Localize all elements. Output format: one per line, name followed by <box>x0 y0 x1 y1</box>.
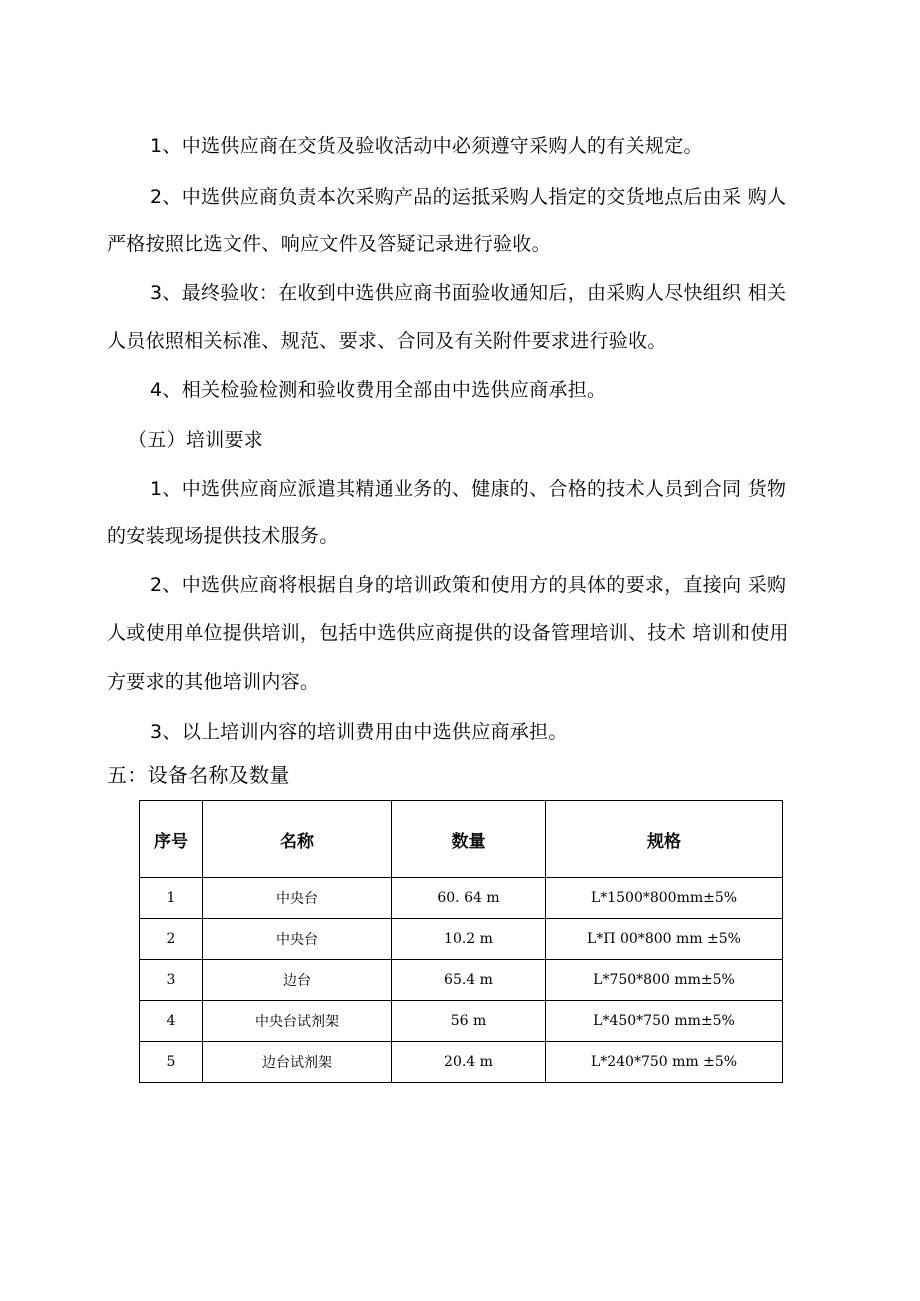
cell-index: 4 <box>140 1001 203 1042</box>
table-row <box>140 919 783 960</box>
table-row <box>140 1001 783 1042</box>
paragraph-2-line-2: 严格按照比选文件、响应文件及答疑记录进行验收。 <box>107 233 551 255</box>
equipment-heading: 五：设备名称及数量 <box>107 763 290 787</box>
cell-quantity: 60. 64 m <box>392 878 546 919</box>
cell-name: 中央台 <box>203 878 392 919</box>
cell-name: 边台 <box>203 960 392 1001</box>
header-index: 序号 <box>140 801 203 878</box>
cell-index: 2 <box>140 919 203 960</box>
cell-quantity: 56 m <box>392 1001 546 1042</box>
paragraph-4-line-1: 4、相关检验检测和验收费用全部由中选供应商承担。 <box>150 379 607 401</box>
training-heading: （五）培训要求 <box>128 429 264 451</box>
table-row <box>140 878 783 919</box>
cell-spec: L*1500*800mm±5% <box>546 878 783 919</box>
training-paragraph-1-line-2: 的安装现场提供技术服务。 <box>107 525 339 547</box>
cell-index: 3 <box>140 960 203 1001</box>
cell-quantity: 10.2 m <box>392 919 546 960</box>
training-paragraph-1-line-1: 1、中选供应商应派遣其精通业务的、健康的、合格的技术人员到合同 货物 <box>150 478 787 500</box>
paragraph-2-line-1: 2、中选供应商负责本次采购产品的运抵采购人指定的交货地点后由采 购人 <box>150 186 787 208</box>
paragraph-3-line-2: 人员依照相关标准、规范、要求、合同及有关附件要求进行验收。 <box>107 330 667 352</box>
cell-name: 中央台试剂架 <box>203 1001 392 1042</box>
cell-spec: L*240*750 mm ±5% <box>546 1042 783 1083</box>
cell-name: 边台试剂架 <box>203 1042 392 1083</box>
header-spec: 规格 <box>546 801 783 878</box>
cell-index: 5 <box>140 1042 203 1083</box>
training-paragraph-2-line-1: 2、中选供应商将根据自身的培训政策和使用方的具体的要求，直接向 采购 <box>150 574 787 596</box>
table-header-row <box>140 801 783 878</box>
paragraph-3-line-1: 3、最终验收：在收到中选供应商书面验收通知后，由采购人尽快组织 相关 <box>150 282 787 304</box>
header-name: 名称 <box>203 801 392 878</box>
training-paragraph-2-line-2: 人或使用单位提供培训，包括中选供应商提供的设备管理培训、技术 培训和使用 <box>107 622 789 644</box>
training-paragraph-2-line-3: 方要求的其他培训内容。 <box>107 671 320 693</box>
cell-spec: L*750*800 mm±5% <box>546 960 783 1001</box>
paragraph-1-line-1: 1、中选供应商在交货及验收活动中必须遵守采购人的有关规定。 <box>150 135 703 157</box>
cell-spec: L*Π 00*800 mm ±5% <box>546 919 783 960</box>
cell-name: 中央台 <box>203 919 392 960</box>
equipment-table <box>139 800 783 1083</box>
cell-index: 1 <box>140 878 203 919</box>
table-row <box>140 960 783 1001</box>
cell-quantity: 20.4 m <box>392 1042 546 1083</box>
cell-spec: L*450*750 mm±5% <box>546 1001 783 1042</box>
table-row <box>140 1042 783 1083</box>
training-paragraph-3-line-1: 3、以上培训内容的培训费用由中选供应商承担。 <box>150 721 568 743</box>
header-quantity: 数量 <box>392 801 546 878</box>
cell-quantity: 65.4 m <box>392 960 546 1001</box>
